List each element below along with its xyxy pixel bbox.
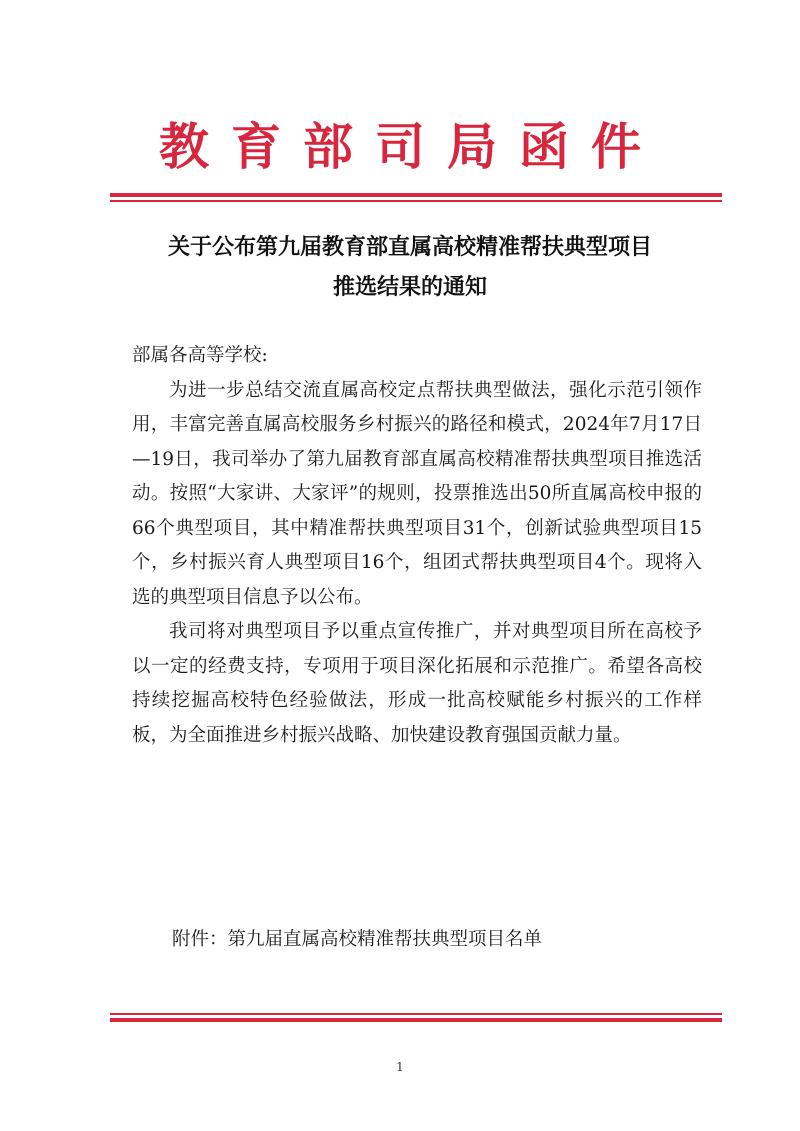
body-paragraph-1: 为进一步总结交流直属高校定点帮扶典型做法，强化示范引领作用，丰富完善直属高校服务乡村振兴的路径和模式，2024年7月17日—19日，我司举办了第九届教育部直属高校精准帮扶典型项目推选活动。按照“大家讲、大家评”的规则，投票推选出50所直属高校申报的66个典型项目，其中精准帮扶典型项目31个，创新试验典型项目15个，乡村振兴育人典型项目16个，组团式帮扶典型项目4个。现将入选的典型项目信息予以公布。 bbox=[132, 379, 702, 608]
page-number: 1 bbox=[396, 1060, 404, 1074]
attachment-line: 附件：第九届直属高校精准帮扶典型项目名单 bbox=[172, 929, 543, 950]
body-paragraph-2: 我司将对典型项目予以重点宣传推广，并对典型项目所在高校予以一定的经费支持，专项用于项目深化拓展和示范推广。希望各高校持续挖掘高校特色经验做法，形成一批高校赋能乡村振兴的工作样板，为全面推进乡村振兴战略、加快建设教育强国贡献力量。 bbox=[132, 621, 702, 746]
document-title-line-2: 推选结果的通知 bbox=[332, 275, 487, 300]
masthead-title: 教育部司局函件 bbox=[159, 117, 663, 176]
document-title bbox=[100, 228, 720, 308]
document-title-line-1: 关于公布第九届教育部直属高校精准帮扶典型项目 bbox=[167, 235, 652, 260]
document-body bbox=[132, 339, 702, 753]
salutation: 部属各高等学校: bbox=[132, 345, 268, 366]
